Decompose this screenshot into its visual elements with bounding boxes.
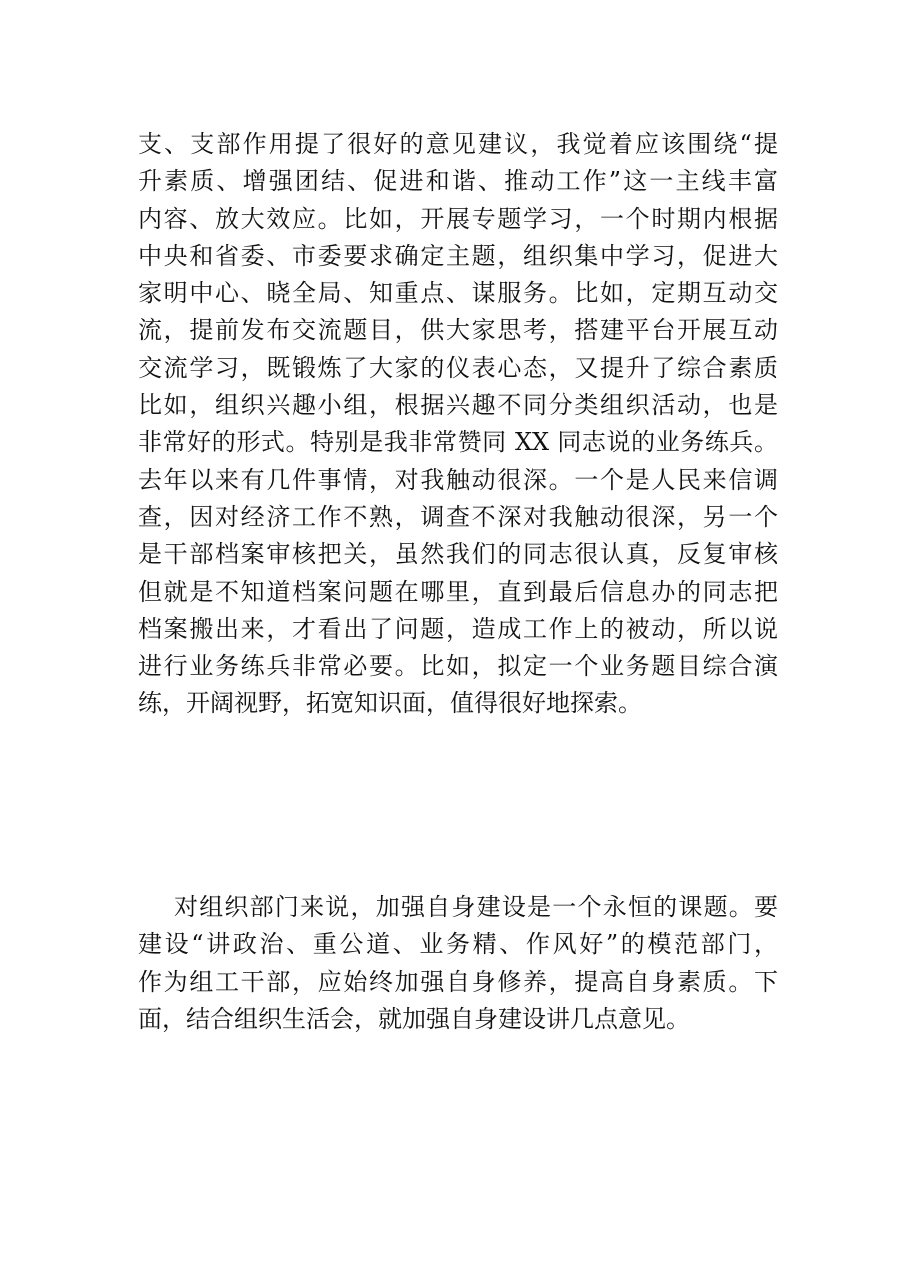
paragraph-1 — [138, 126, 778, 723]
text-line: 升素质、增强团结、促进和谐、推动工作”这一主线丰富 — [138, 167, 778, 196]
text-line: 去年以来有几件事情，对我触动很深。一个是人民来信调 — [138, 465, 778, 494]
text-line: 练，开阔视野，拓宽知识面，值得很好地探索。 — [138, 689, 642, 718]
text-line: 非常好的形式。特别是我非常赞同 XX 同志说的业务练兵。 — [138, 428, 778, 457]
text-line: 但就是不知道档案问题在哪里，直到最后信息办的同志把 — [138, 577, 778, 606]
text-line: 是干部档案审核把关，虽然我们的同志很认真，反复审核 — [138, 540, 778, 569]
text-line: 对组织部门来说，加强自身建设是一个永恒的课题。要 — [174, 893, 778, 921]
text-line: 支、支部作用提了很好的意见建议，我觉着应该围绕“提 — [138, 130, 778, 158]
paragraph-2 — [138, 889, 778, 1038]
text-line: 中央和省委、市委要求确定主题，组织集中学习，促进大 — [138, 241, 778, 270]
text-line: 比如，组织兴趣小组，根据兴趣不同分类组织活动，也是 — [138, 391, 778, 420]
text-line: 内容、放大效应。比如，开展专题学习，一个时期内根据 — [138, 204, 778, 233]
text-line: 面，结合组织生活会，就加强自身建设讲几点意见。 — [138, 1004, 690, 1033]
text-line: 查，因对经济工作不熟，调查不深对我触动很深，另一个 — [138, 502, 778, 531]
text-line: 进行业务练兵非常必要。比如，拟定一个业务题目综合演 — [138, 652, 778, 681]
text-line: 建设“讲政治、重公道、业务精、作风好”的模范部门， — [138, 930, 778, 959]
text-line: 档案搬出来，才看出了问题，造成工作上的被动，所以说 — [138, 614, 778, 643]
text-line: 作为组工干部，应始终加强自身修养，提高自身素质。下 — [138, 967, 778, 996]
text-line: 家明中心、晓全局、知重点、谋服务。比如，定期互动交 — [138, 279, 778, 308]
text-line: 流，提前发布交流题目，供大家思考，搭建平台开展互动 — [138, 316, 778, 345]
text-line: 交流学习，既锻炼了大家的仪表心态，又提升了综合素质 — [138, 353, 778, 382]
